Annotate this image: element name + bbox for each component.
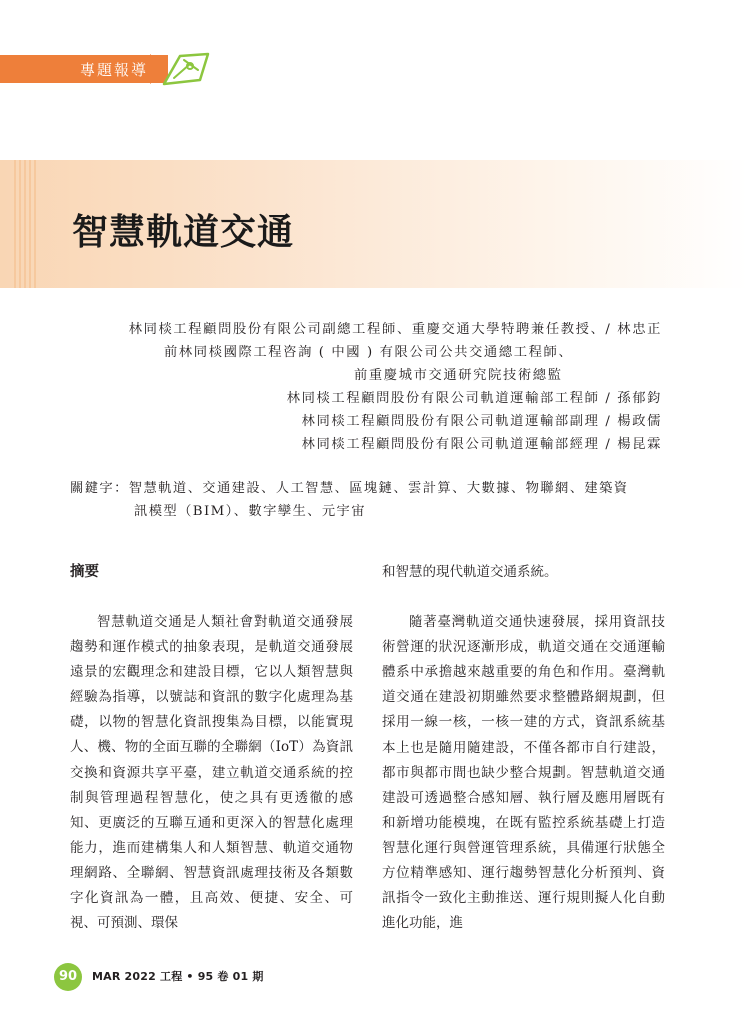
section-tag-label: 專題報導 [80,61,149,79]
body-paragraph-continuation: 和智慧的現代軌道交通系統。 [382,564,558,580]
author-line: 前林同棪國際工程咨詢 ( 中國 ) 有限公司公共交通總工程師、 [164,345,574,360]
keywords-line-1: 關鍵字：智慧軌道、交通建設、人工智慧、區塊鏈、雲計算、大數據、物聯網、建築資 [70,481,629,496]
author-line: 林同棪工程顧問股份有限公司軌道運輸部工程師 / 孫郁鈞 [286,391,662,406]
author-block [60,318,662,456]
abstract-heading: 摘要 [70,564,99,580]
pen-nib-icon [160,50,212,88]
banner-stripes [14,160,36,288]
section-tag [0,55,168,83]
right-column [382,560,665,936]
issue-info: MAR 2022 工程 • 95 卷 01 期 [92,970,264,983]
author-line: 林同棪工程顧問股份有限公司副總工程師、重慶交通大學特聘兼任教授、/ 林忠正 [128,322,662,337]
page-number: 90 [54,963,82,991]
keywords-line-2: 訊模型（BIM）、數字孿生、元宇宙 [134,504,366,519]
left-column [70,560,353,936]
body-paragraph: 智慧軌道交通是人類社會對軌道交通發展趨勢和運作模式的抽象表現，是軌道交通發展遠景的宏觀理念和建設目標，它以人類智慧與經驗為指導，以號誌和資訊的數字化處理為基礎，以物的智慧化資訊搜集為目標，以能實現人、機、物的全面互聯的全聯網（IoT）為資訊交換和資源共享平臺，建立軌道交通系統的控制與管理過程智慧化，使之具有更透徹的感知、更廣泛的互聯互通和更深入的智慧化處理能力，進而建構集人和人類智慧、軌道交通物理網路、全聯網、智慧資訊處理技術及各類數字化資訊為一體，且高效、便捷、安全、可視、可預測、環保 [70,614,353,932]
author-line: 林同棪工程顧問股份有限公司軌道運輸部經理 / 楊昆霖 [301,437,662,452]
keywords-block [70,477,670,523]
article-title: 智慧軌道交通 [72,212,295,253]
author-line: 林同棪工程顧問股份有限公司軌道運輸部副理 / 楊政儒 [301,414,662,429]
author-line: 前重慶城市交通研究院技術總監 [354,368,563,383]
body-paragraph: 隨著臺灣軌道交通快速發展，採用資訊技術營運的狀況逐漸形成，軌道交通在交通運輸體系中承擔越來越重要的角色和作用。臺灣軌道交通在建設初期雖然要求整體路網規劃，但採用一線一核，一核一建的方式，資訊系統基本上也是隨用隨建設，不僅各都市自行建設，都市與都市間也缺少整合規劃。智慧軌道交通建設可透過整合感知層、執行層及應用層既有和新增功能模塊，在既有監控系統基礎上打造智慧化運行與營運管理系統，具備運行狀態全方位精準感知、運行趨勢智慧化分析預判、資訊指令一致化主動推送、運行規則擬人化自動進化功能，進 [382,614,665,932]
